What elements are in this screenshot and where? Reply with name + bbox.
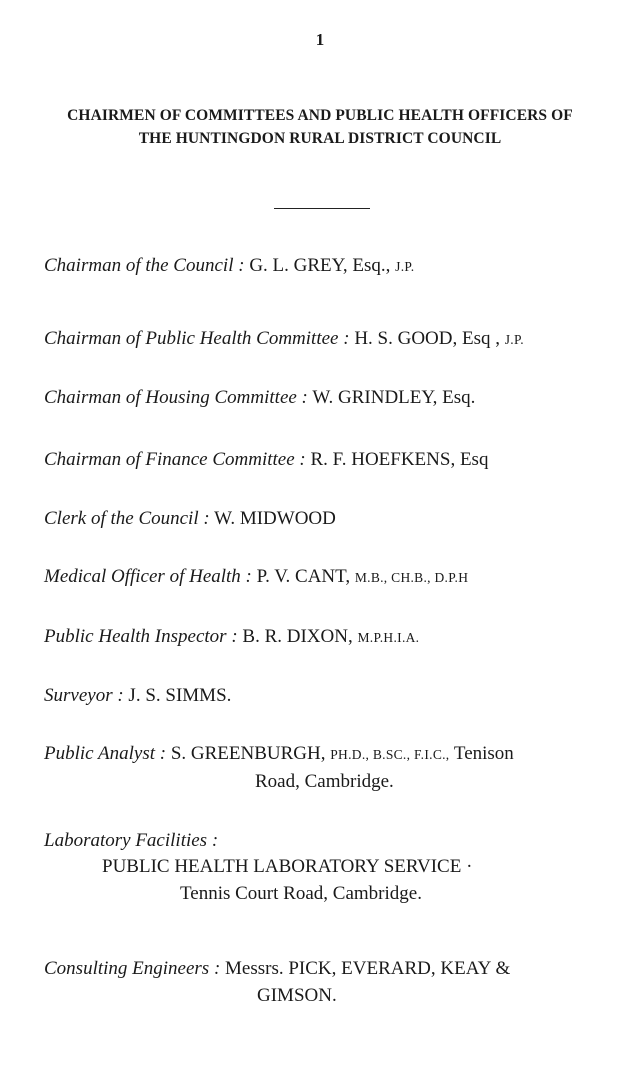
entry-role: Clerk of the Council : bbox=[44, 508, 210, 529]
entry-name: Messrs. PICK, EVERARD, KEAY & bbox=[225, 958, 511, 979]
entry-surveyor bbox=[44, 683, 624, 709]
entry-chairman-housing bbox=[44, 385, 624, 411]
entry-public-analyst-address: Road, Cambridge. bbox=[255, 771, 394, 792]
entry-chairman-public-health bbox=[44, 326, 624, 353]
entry-role: Public Analyst : bbox=[44, 743, 167, 764]
entry-chairman-council bbox=[44, 253, 624, 280]
entry-role: Chairman of the Council : bbox=[44, 255, 245, 276]
entry-laboratory-facilities bbox=[44, 828, 624, 854]
entry-role: Medical Officer of Health : bbox=[44, 566, 252, 587]
entry-name: P. V. CANT, bbox=[256, 566, 351, 587]
entry-qualifications: PH.D., B.SC., F.I.C., bbox=[330, 747, 450, 762]
entry-name: H. S. GOOD, Esq , bbox=[354, 328, 500, 349]
entry-address-start: Tenison bbox=[453, 743, 514, 764]
heading-line-1: CHAIRMEN OF COMMITTEES AND PUBLIC HEALTH OFFICERS OF bbox=[67, 107, 573, 124]
heading-line-2: THE HUNTINGDON RURAL DISTRICT COUNCIL bbox=[138, 130, 502, 147]
entry-consulting-engineers-cont: GIMSON. bbox=[257, 985, 337, 1006]
heading-divider bbox=[274, 208, 370, 209]
entry-name: W. GRINDLEY, Esq. bbox=[312, 387, 476, 408]
entry-name: J. S. SIMMS. bbox=[128, 685, 232, 706]
entry-role: Chairman of Housing Committee : bbox=[44, 387, 308, 408]
page-number: 1 bbox=[315, 30, 325, 49]
entry-role: Public Health Inspector : bbox=[44, 626, 238, 647]
entry-laboratory-service: PUBLIC HEALTH LABORATORY SERVICE · bbox=[102, 856, 473, 877]
entry-qualifications: J.P. bbox=[504, 332, 524, 347]
entry-name: B. R. DIXON, bbox=[242, 626, 353, 647]
entry-name: S. GREENBURGH, bbox=[170, 743, 326, 764]
entry-consulting-engineers bbox=[44, 956, 624, 982]
entry-role: Surveyor : bbox=[44, 685, 124, 706]
entry-role: Chairman of Public Health Committee : bbox=[44, 328, 350, 349]
entry-role: Chairman of Finance Committee : bbox=[44, 449, 306, 470]
entry-laboratory-address: Tennis Court Road, Cambridge. bbox=[180, 883, 422, 904]
entry-qualifications: J.P. bbox=[395, 259, 415, 274]
entry-qualifications: M.B., CH.B., D.P.H bbox=[354, 570, 469, 585]
entry-name: G. L. GREY, Esq., bbox=[249, 255, 391, 276]
entry-clerk bbox=[44, 506, 624, 532]
entry-qualifications: M.P.H.I.A. bbox=[357, 630, 420, 645]
entry-chairman-finance bbox=[44, 447, 624, 473]
entry-role: Consulting Engineers : bbox=[44, 958, 221, 979]
entry-public-analyst bbox=[44, 741, 624, 768]
page-heading bbox=[20, 104, 620, 150]
entry-health-inspector bbox=[44, 624, 624, 651]
entry-name: W. MIDWOOD bbox=[214, 508, 336, 529]
entry-role: Laboratory Facilities : bbox=[44, 830, 219, 851]
entry-name: R. F. HOEFKENS, Esq bbox=[310, 449, 489, 470]
entry-medical-officer bbox=[44, 564, 624, 591]
